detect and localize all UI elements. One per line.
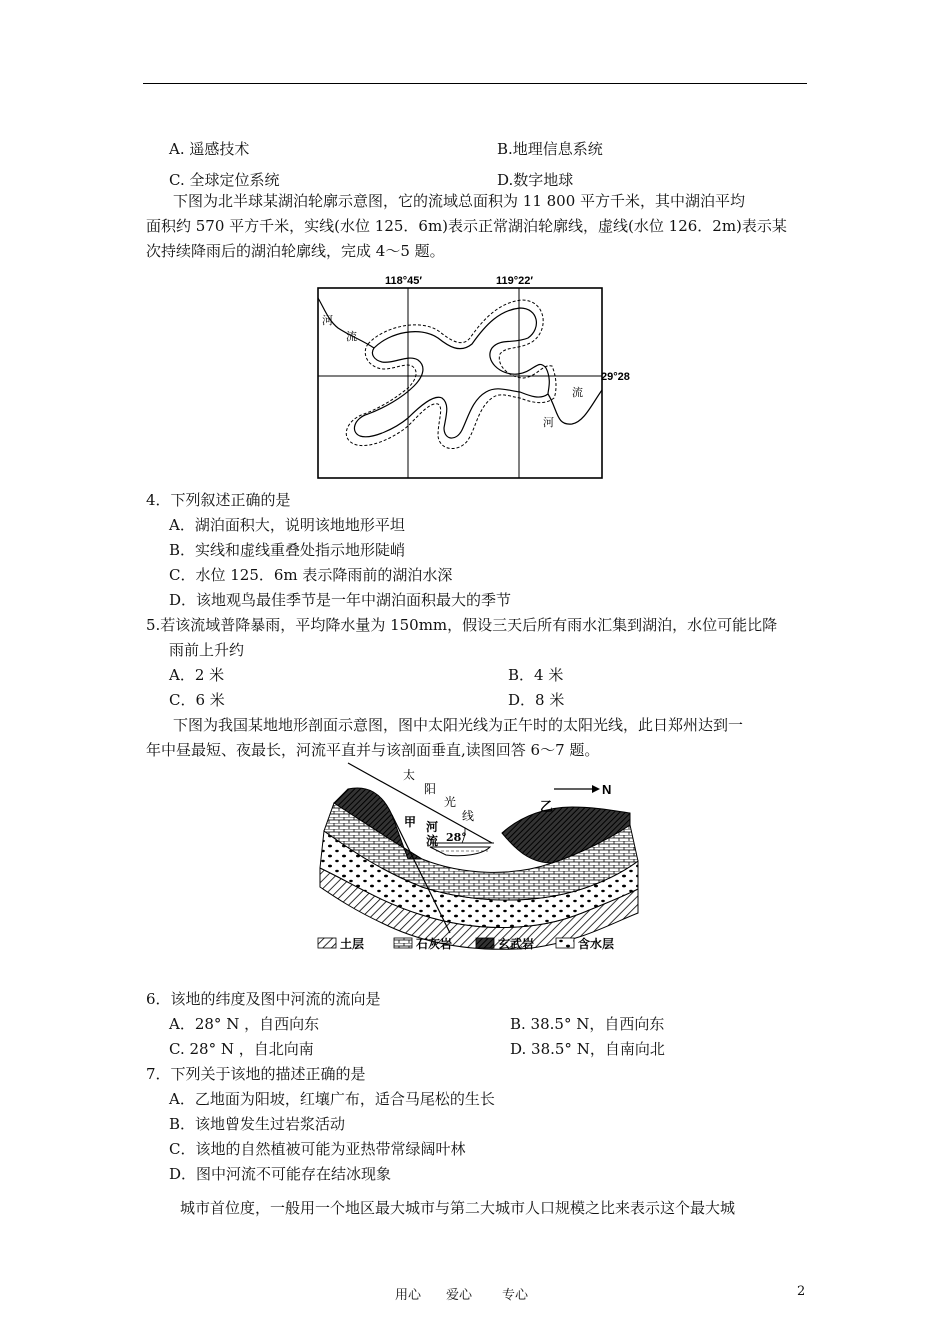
angle-label: 28° [446,831,467,844]
sun-char-4: 线 [462,809,475,823]
lake-outline-map [310,268,630,483]
sun-char-3: 光 [444,795,457,809]
q6-option-b: B. 38.5° N，自西向东 [510,1015,665,1033]
profile-intro-line2: 年中昼最短、夜最长，河流平直并与该剖面垂直,读图回答 6～7 题。 [146,741,600,759]
closing-paragraph: 城市首位度，一般用一个地区最大城市与第二大城市人口规模之比来表示这个最大城 [180,1199,736,1217]
q5-stem-line2: 雨前上升约 [169,641,245,659]
legend-soil-label: 土层 [340,937,365,951]
profile-intro-line1: 下图为我国某地地形剖面示意图，图中太阳光线为正午时的太阳光线，此日郑州达到一 [173,716,744,734]
lon-label-2: 119°22′ [496,275,534,287]
q4-option-a: A．湖泊面积大，说明该地地形平坦 [169,516,405,534]
sun-char-2: 阳 [424,782,437,796]
terrain-profile-diagram [312,763,644,968]
legend-soil-swatch [318,938,336,948]
q5-option-b: B．4 米 [508,666,564,684]
q7-stem: 7．下列关于该地的描述正确的是 [146,1065,366,1083]
lon-label-1: 118°45′ [385,275,423,287]
q5-option-a: A．2 米 [169,666,225,684]
q5-stem-line1: 5.若该流域普降暴雨，平均降水量为 150mm，假设三天后所有雨水汇集到湖泊，水位可能比降 [146,616,778,634]
lake-intro-line2: 面积约 570 平方千米，实线(水位 125．6m)表示正常湖泊轮廓线，虚线(水位 126．2m)表示某 [146,217,787,235]
q7-option-c: C．该地的自然植被可能为亚热带常绿阔叶林 [169,1140,466,1158]
q3-option-d: D.数字地球 [497,171,574,189]
q3-option-c: C. 全球定位系统 [169,171,280,189]
river-w-he: 河 [322,314,333,327]
footer-slogan-3: 专心 [502,1288,529,1303]
legend-aquifer-swatch [556,938,574,948]
label-he: 河 [426,820,439,834]
q3-option-a: A. 遥感技术 [169,140,250,158]
legend-basalt-label: 玄武岩 [498,937,535,951]
q7-option-b: B．该地曾发生过岩浆活动 [169,1115,346,1133]
q4-option-c: C．水位 125．6m 表示降雨前的湖泊水深 [169,566,453,584]
legend-aquifer-label: 含水层 [578,937,615,951]
lat-label: 29°28 [601,371,630,383]
q5-option-c: C．6 米 [169,691,225,709]
footer-slogan-1: 用心 [395,1288,422,1303]
lake-outline-normal [354,308,549,438]
map-frame [318,288,602,478]
legend-basalt-swatch [476,938,494,948]
river-w-liu: 流 [346,330,357,343]
sun-char-1: 太 [403,768,416,782]
q4-option-b: B．实线和虚线重叠处指示地形陡峭 [169,541,406,559]
legend-limestone-label: 石灰岩 [416,937,453,951]
label-yi: 乙 [540,800,554,815]
lake-intro-line3: 次持续降雨后的湖泊轮廓线，完成 4～5 题。 [146,242,445,260]
q6-stem: 6．该地的纬度及图中河流的流向是 [146,990,381,1008]
q3-option-b: B.地理信息系统 [497,140,603,158]
q6-option-a: A．28° N ，自西向东 [169,1015,320,1033]
header-rule [143,83,807,84]
label-liu: 流 [426,834,439,848]
page-number: 2 [797,1284,806,1299]
lake-intro-line1: 下图为北半球某湖泊轮廓示意图，它的流域总面积为 11 800 平方千米，其中湖泊平均 [173,192,746,210]
q6-option-d: D. 38.5° N，自南向北 [510,1040,665,1058]
q4-option-d: D．该地观鸟最佳季节是一年中湖泊面积最大的季节 [169,591,512,609]
footer-slogan-2: 爱心 [446,1288,473,1303]
river-e-liu: 流 [572,386,583,399]
lake-outline-flood [346,300,556,449]
label-jia: 甲 [404,815,417,829]
north-arrow-label: N [602,782,612,797]
legend-limestone-swatch [394,938,412,948]
q7-option-d: D．图中河流不可能存在结冰现象 [169,1165,392,1183]
q7-option-a: A．乙地面为阳坡，红壤广布，适合马尾松的生长 [169,1090,495,1108]
q6-option-c: C. 28° N ，自北向南 [169,1040,314,1058]
q4-stem: 4．下列叙述正确的是 [146,491,291,509]
river-e-he: 河 [543,416,554,429]
q5-option-d: D．8 米 [508,691,565,709]
